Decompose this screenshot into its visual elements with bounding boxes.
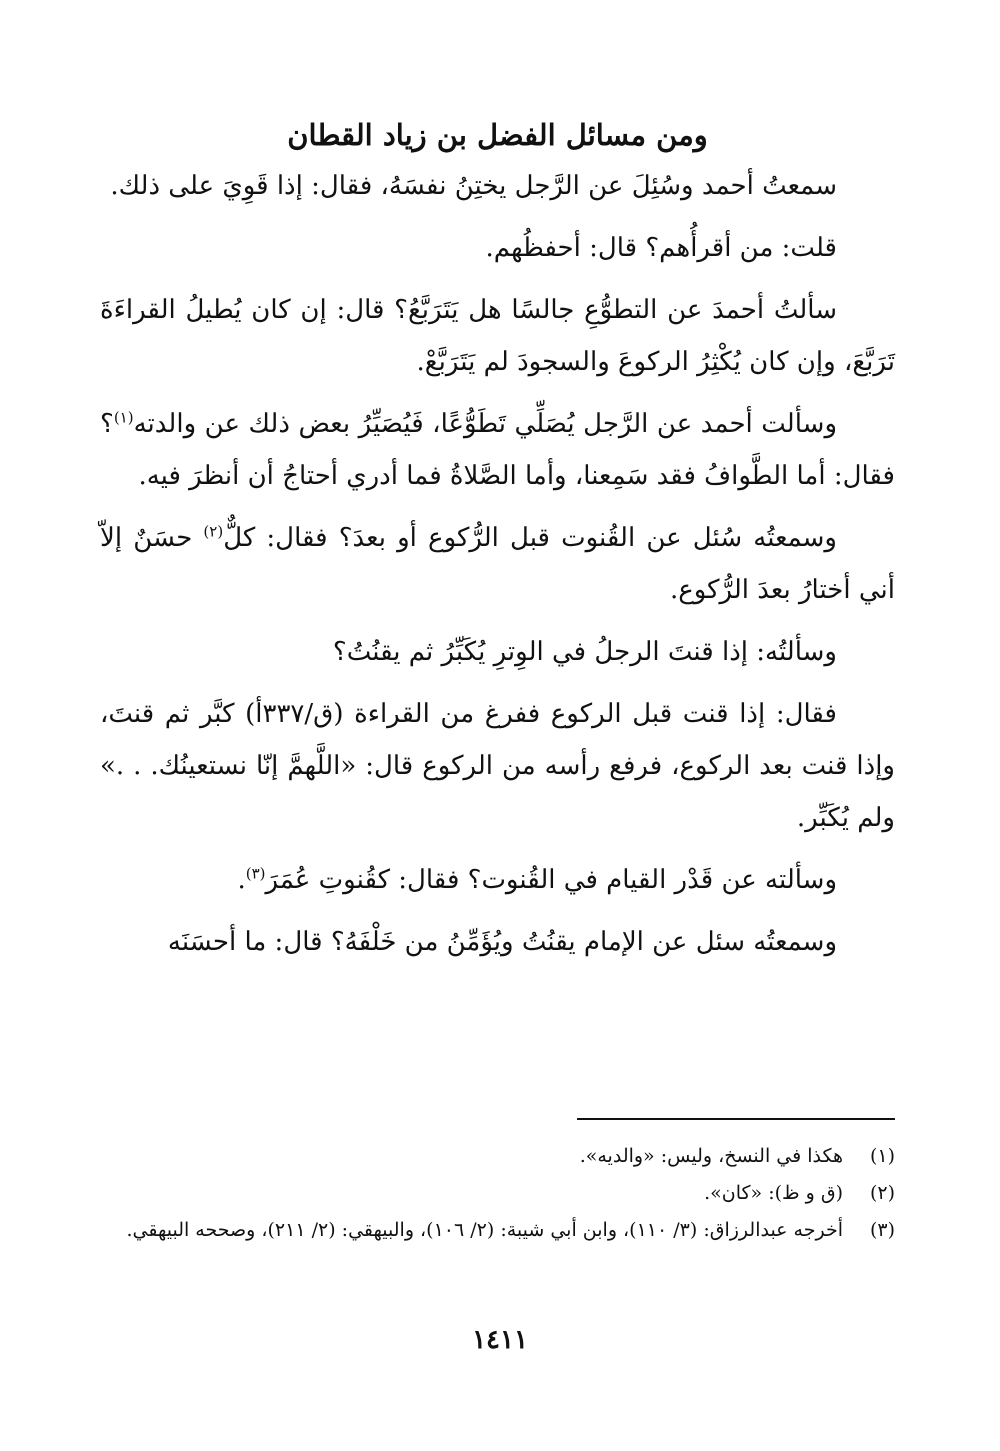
- paragraph-8-text-a: وسألته عن قَدْر القيام في القُنوت؟ فقال: كقُنوتِ عُمَرَ: [265, 865, 837, 895]
- paragraph-4-text-b: ؟ فقال: أما الطَّوافُ فقد سَمِعنا، وأما الصَّلاةُ فما أدري أحتاجُ أن أنظرَ فيه.: [100, 409, 895, 491]
- paragraph-6: [100, 626, 895, 678]
- paragraph-8: [100, 854, 895, 906]
- footnote-ref-2: (٢): [203, 522, 224, 541]
- paragraph-7: [100, 688, 895, 844]
- paragraph-6-text: وسألتُه: إذا قنتَ الرجلُ في الوِترِ يُكَبِّرُ ثم يقنُتُ؟: [332, 637, 837, 667]
- page-number: ١٤١١: [472, 1325, 528, 1355]
- paragraph-8-text-b: .: [237, 865, 246, 895]
- paragraph-4-text-a: وسألت أحمد عن الرَّجل يُصَلِّي تَطَوُّعًا، فَيُصَيِّرُ بعض ذلك عن والدته: [133, 409, 837, 439]
- footnote-2-number: (٢): [869, 1182, 895, 1204]
- paragraph-5-text-b: حسَنٌ إلاّ أني أختارُ بعدَ الرُّكوع.: [100, 523, 895, 605]
- footnote-ref-3: (٣): [245, 864, 266, 883]
- paragraph-9-text: وسمعتُه سئل عن الإمام يقنُتُ ويُؤَمِّنُ من خَلْفَهُ؟ قال: ما أحسَنَه: [167, 927, 837, 957]
- paragraph-2: [100, 222, 895, 274]
- footnote-3: [100, 1214, 895, 1247]
- footnote-1-number: (١): [869, 1145, 895, 1167]
- paragraph-1-text: سمعتُ أحمد وسُئِلَ عن الرَّجل يختِنُ نفسَهُ، فقال: إذا قَوِيَ على ذلك.: [110, 171, 837, 201]
- paragraph-3-text: سألتُ أحمدَ عن التطوُّعِ جالسًا هل يَتَرَبَّعُ؟ قال: إن كان يُطيلُ القراءَةَ تَرَبَّعَ، وإن كان يُكْثِرُ الركوعَ والسجودَ لم يَتَرَبَّعْ.: [100, 295, 895, 377]
- footnote-2: [100, 1177, 895, 1210]
- paragraph-5: [100, 512, 895, 616]
- paragraph-9: [100, 916, 895, 968]
- footnotes: [100, 1140, 895, 1251]
- footnote-separator: [577, 1118, 895, 1120]
- paragraph-2-text: قلت: من أقرأُهم؟ قال: أحفظُهم.: [485, 233, 837, 263]
- paragraph-7-text: فقال: إذا قنت قبل الركوع ففرغ من القراءة (ق/٣٣٧أ) كبَّر ثم قنتَ، وإذا قنت بعد الركوع، فرفع رأسه من الركوع قال: «اللَّهمَّ إنّا نستعينُك. . .» ولم يُكَبِّر.: [100, 699, 895, 833]
- main-text: [100, 110, 895, 968]
- section-heading: ومن مسائل الفضل بن زياد القطان: [287, 118, 708, 152]
- paragraph-5-text-a: وسمعتُه سُئل عن القُنوت قبل الرُّكوع أو بعدَ؟ فقال: كلٌّ: [223, 523, 837, 553]
- footnote-3-text: أخرجه عبدالرزاق: (٣/ ١١٠)، وابن أبي شيبة: (٢/ ١٠٦)، والبيهقي: (٢/ ٢١١)، وصححه البيهقي.: [126, 1219, 843, 1241]
- footnote-3-number: (٣): [869, 1219, 895, 1241]
- paragraph-3: [100, 284, 895, 388]
- footnote-2-text: (ق و ظ): «كان».: [704, 1182, 843, 1204]
- paragraph-4: [100, 398, 895, 502]
- footnote-ref-1: (١): [113, 408, 134, 427]
- footnote-1: [100, 1140, 895, 1173]
- paragraph-1: [100, 160, 895, 212]
- footnote-1-text: هكذا في النسخ، وليس: «والديه».: [579, 1145, 843, 1167]
